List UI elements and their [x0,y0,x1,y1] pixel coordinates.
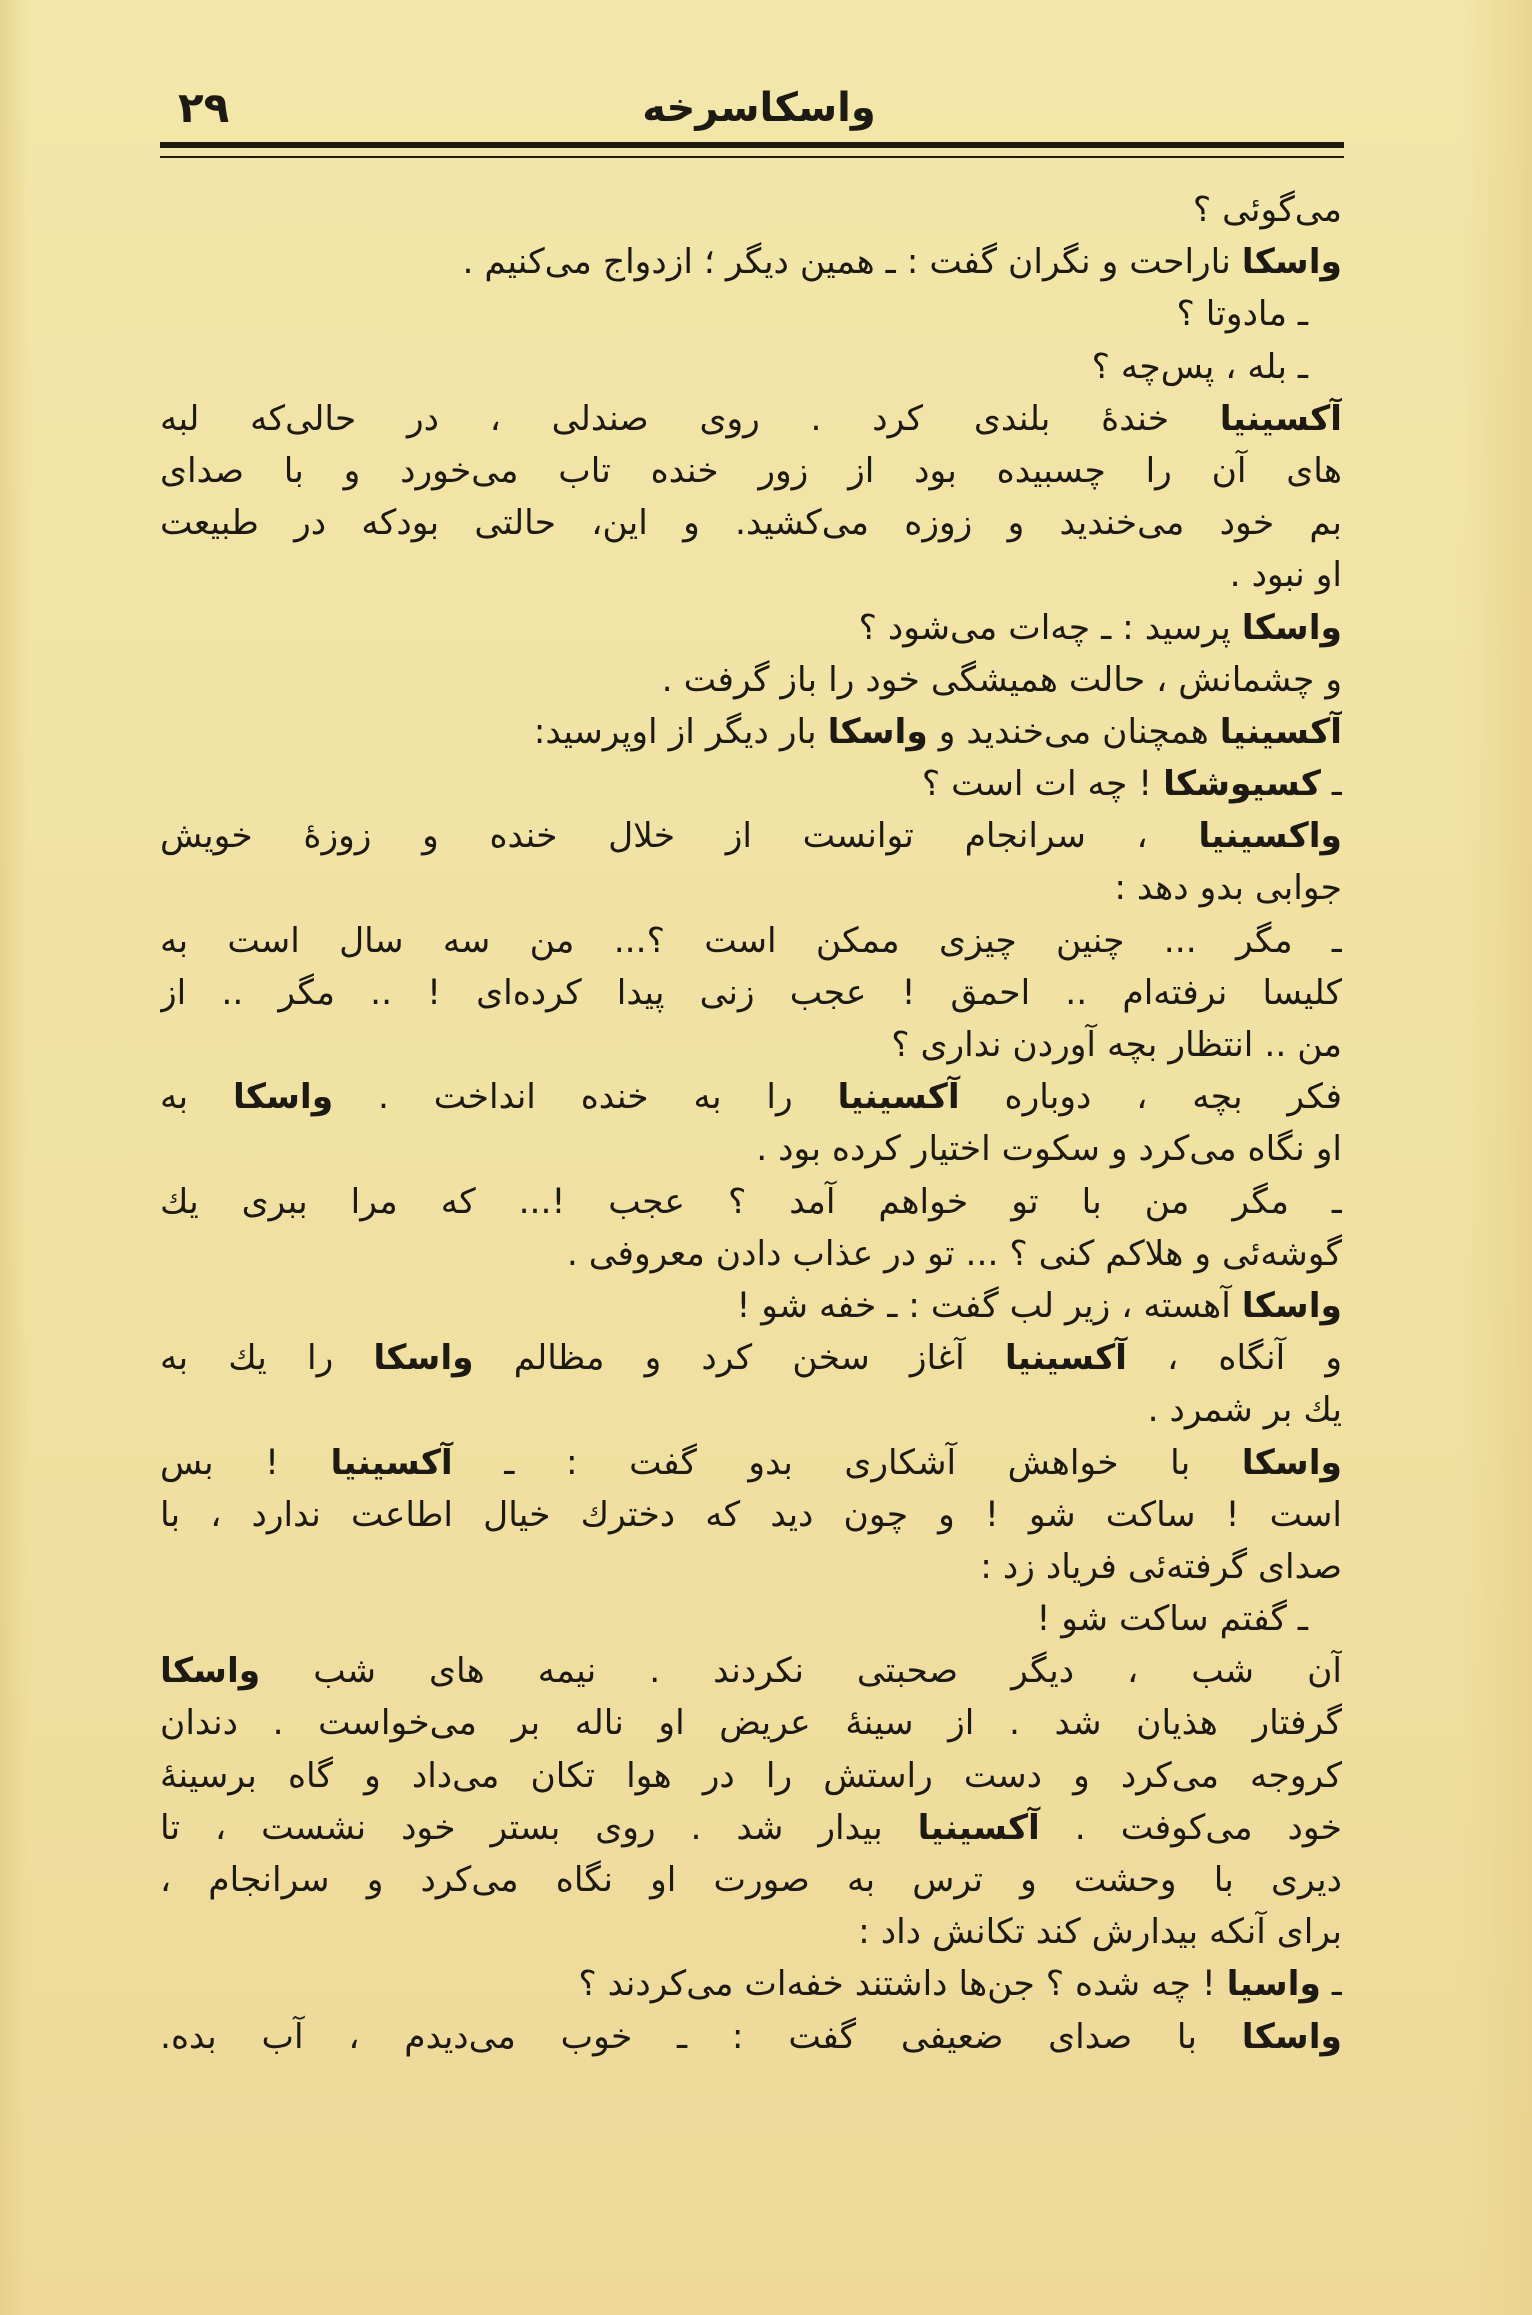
character-name: آکسینیا [1004,1338,1128,1379]
text-segment: خود می‌کوفت . [1039,1807,1342,1848]
text-line [160,1750,1342,1802]
header-rule-thick [160,142,1344,148]
text-line [160,1437,1342,1489]
page-header [178,78,1340,144]
running-title: واسکاسرخه [642,85,876,131]
text-line [160,706,1342,758]
header-rule-thin [160,156,1344,158]
text-segment: می‌گوئی ؟ [1192,190,1342,230]
text-segment: دیری با وحشت و ترس به صورت او نگاه می‌کرد و سرانجام ، [160,1860,1342,1900]
character-name: واسکا [160,1651,261,1692]
text-segment: فکر بچه ، دوباره [959,1077,1342,1118]
text-line [160,445,1342,497]
text-line [160,288,1342,340]
text-line [160,654,1342,706]
text-line [160,1384,1342,1436]
character-name: واسکا [1241,242,1342,283]
text-segment: ! بس [160,1442,331,1483]
text-segment: بم خود می‌خندید و زوزه می‌کشید. و این، حالتی بودکه در طبیعت [160,503,1342,544]
character-name: آکسینیا [917,1807,1040,1848]
text-segment: ! چه شده ؟ جن‌ها داشتند خفه‌ات می‌کردند ؟ [578,1964,1227,2005]
text-segment: آن شب ، دیگر صحبتی نکردند . نیمه های شب [260,1651,1342,1692]
text-segment: ـ گفتم ساکت شو ! [1036,1599,1308,1640]
character-name: واسکا [1241,2016,1342,2057]
text-segment: ، سرانجام توانست از خلال خنده و زوزهٔ خویش [160,816,1199,857]
text-line [160,1802,1342,1854]
text-line [160,1280,1342,1332]
text-segment: پرسید : ـ چه‌ات می‌شود ؟ [858,607,1242,648]
text-line [160,236,1342,288]
character-name: واسکا [1241,1442,1342,1483]
text-segment: برای آنکه بیدارش کند تکانش داد : [858,1912,1342,1953]
character-name: آکسینیا [1219,398,1342,439]
text-line [160,967,1342,1019]
text-line [160,758,1342,810]
text-segment: است ! ساکت شو ! و چون دید که دخترك خیال اطاعت ندارد ، با [160,1494,1342,1535]
text-segment: ! چه ات است ؟ [921,764,1164,805]
text-line [160,184,1342,236]
text-segment: گوشه‌ئی و هلاکم کنی ؟ ... تو در عذاب دادن معروفی . [566,1233,1342,1274]
text-line [160,497,1342,549]
text-segment: همچنان می‌خندید و [927,711,1220,752]
text-segment: را به خنده انداخت . [333,1077,838,1118]
text-segment: با صدای ضعیفی گفت : ـ خوب می‌دیدم ، آب بده. [160,2016,1242,2057]
character-name: آکسینیا [837,1077,960,1118]
text-segment: ناراحت و نگران گفت : ـ همین دیگر ؛ ازدواج می‌کنیم . [462,242,1242,283]
text-segment: و چشمانش ، حالت همیشگی خود را باز گرفت . [661,659,1342,700]
character-name: واکسینیا [1198,816,1342,857]
character-name: واسکا [1241,1285,1342,1326]
text-line [160,602,1342,654]
character-name: کسیوشکا [1163,764,1321,805]
character-name: واسیا [1226,1964,1321,2005]
text-segment: ـ مادوتا ؟ [1176,294,1308,335]
text-line [160,1854,1342,1906]
text-segment: بیدار شد . روی بستر خود نشست ، تا [160,1807,918,1848]
text-line [160,1906,1342,1958]
text-segment: با خواهش آشکاری بدو گفت : ـ [452,1442,1242,1483]
text-segment: گرفتار هذیان شد . از سینهٔ عریض او ناله بر می‌خواست . دندان [160,1703,1342,1744]
text-segment: به [160,1077,233,1118]
text-segment: خندهٔ بلندی کرد . روی صندلی ، در حالی‌که لبه [160,398,1220,439]
text-segment: را یك به [160,1338,374,1379]
text-line [160,1958,1342,2010]
text-line [160,1645,1342,1697]
text-segment: ـ مگر ... چنین چیزی ممکن است ؟... من سه سال است به [160,920,1342,961]
character-name: آکسینیا [330,1442,453,1483]
text-segment: های آن را چسبیده بود از زور خنده تاب می‌خورد و با صدای [160,450,1342,491]
character-name: آکسینیا [1219,711,1342,752]
text-line [160,1697,1342,1749]
text-line [160,1332,1342,1384]
page-number: ۲۹ [178,83,230,132]
text-line [160,341,1342,393]
text-line [160,1071,1342,1123]
text-segment: من .. انتظار بچه آوردن نداری ؟ [891,1025,1342,1065]
character-name: واسکا [1241,607,1342,648]
text-line [160,1228,1342,1280]
character-name: واسکا [373,1338,474,1379]
text-line [160,393,1342,445]
text-segment: جوابی بدو دهد : [1114,868,1342,909]
character-name: واسکا [827,711,928,752]
text-line [160,1019,1342,1071]
text-segment: صدای گرفته‌ئی فریاد زد : [980,1546,1342,1587]
text-segment: آهسته ، زیر لب گفت : ـ خفه شو ! [736,1285,1242,1326]
character-name: واسکا [232,1077,334,1118]
text-segment: ـ مگر من با تو خواهم آمد ؟ عجب !... که مرا ببری یك [160,1181,1342,1222]
text-segment: کلیسا نرفته‌ام .. احمق ! عجب زنی پیدا کرده‌ای ! .. مگر .. از [160,972,1342,1013]
text-segment: آغاز سخن کرد و مظالم [473,1338,1005,1379]
text-segment: یك بر شمرد . [1147,1390,1342,1431]
body-text [160,184,1342,2144]
text-line [160,2011,1342,2063]
text-line [160,862,1342,914]
text-segment: ـ [1320,1964,1342,2005]
text-segment: او نبود . [1229,555,1342,596]
text-line [160,1541,1342,1593]
text-line [160,810,1342,862]
text-line [160,1176,1342,1228]
text-segment: کروجه می‌کرد و دست راستش را در هوا تکان می‌داد و گاه برسینهٔ [160,1755,1342,1796]
text-line [160,915,1342,967]
text-segment: ـ [1320,764,1342,805]
text-line [160,549,1342,601]
text-segment: او نگاه می‌کرد و سکوت اختیار کرده بود . [756,1129,1342,1170]
text-segment: بار دیگر از اوپرسید: [533,711,828,752]
text-line [160,1593,1342,1645]
text-line [160,1123,1342,1175]
text-segment: و آنگاه ، [1127,1338,1342,1379]
text-segment: ـ بله ، پس‌چه ؟ [1091,346,1308,387]
text-line [160,1489,1342,1541]
